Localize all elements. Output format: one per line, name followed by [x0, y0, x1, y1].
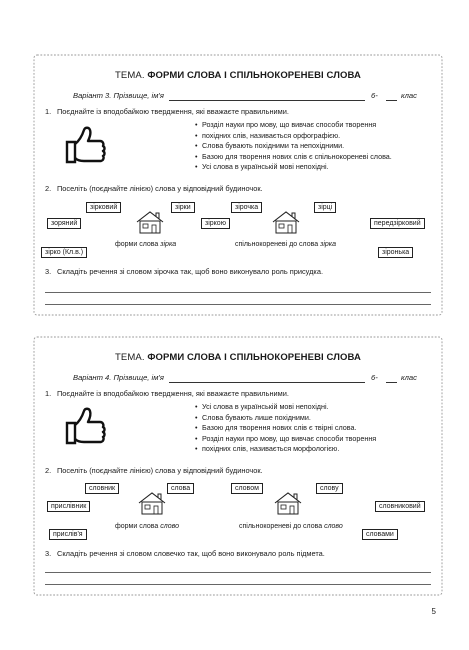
caption-word: зірка: [320, 241, 336, 248]
house-caption: [235, 241, 336, 248]
question-3: [45, 549, 325, 558]
house-icon[interactable]: [135, 210, 165, 234]
card-title: [33, 70, 443, 81]
title-prefix: ТЕМА.: [115, 70, 145, 81]
grade-field[interactable]: [386, 100, 397, 101]
question-number: 2.: [45, 466, 52, 475]
exercise-card-variant-4: [33, 336, 443, 596]
student-info-line: [45, 91, 431, 103]
question-text: Поселіть (поєднайте лінією) слова у відповідний будиночок.: [57, 466, 263, 475]
caption-text: форми слова: [115, 241, 161, 248]
question-3: [45, 267, 323, 276]
variant-label: Варіант 4. Прізвище, ім'я: [73, 373, 164, 382]
word-card[interactable]: прислів'я: [49, 529, 87, 540]
statement-item[interactable]: • Слова бувають лише похідними.: [195, 413, 435, 424]
statement-continuation: • похідних слів, називається орфографією.: [195, 131, 435, 142]
grade-prefix: 6-: [371, 373, 378, 382]
word-card[interactable]: прислівник: [47, 501, 90, 512]
house-icon[interactable]: [273, 491, 303, 515]
word-card[interactable]: зоряний: [47, 218, 81, 229]
word-card[interactable]: зірці: [314, 202, 336, 213]
word-card[interactable]: передзірковий: [370, 218, 425, 229]
word-card[interactable]: слову: [316, 483, 343, 494]
caption-text: спільнокореневі до слова: [235, 241, 321, 248]
question-text: Поєднайте із вподобайкою твердження, які вважаєте правильними.: [57, 107, 289, 116]
house-caption: [239, 523, 343, 530]
caption-text: форми слова: [115, 523, 161, 530]
word-card[interactable]: зірковий: [86, 202, 121, 213]
caption-text: спільнокореневі до слова: [239, 523, 325, 530]
word-card[interactable]: словниковий: [375, 501, 425, 512]
question-2: [45, 466, 263, 475]
answer-line[interactable]: [45, 304, 431, 305]
grade-suffix: клас: [401, 91, 417, 100]
page-number: 5: [431, 607, 436, 616]
statement-list: [195, 402, 435, 455]
answer-line[interactable]: [45, 584, 431, 585]
house-caption: [115, 241, 176, 248]
question-number: 1.: [45, 389, 52, 398]
name-field[interactable]: [169, 100, 365, 101]
question-1: [45, 389, 289, 398]
statement-item[interactable]: • Усі слова в українській мові непохідні.: [195, 402, 435, 413]
statement-item[interactable]: • Базою для творення нових слів є твірні слова.: [195, 423, 435, 434]
question-number: 3.: [45, 549, 52, 558]
statement-item[interactable]: • Слова бувають похідними та непохідними.: [195, 141, 435, 152]
statement-item[interactable]: • Розділ науки про мову, що вивчає способи творення: [195, 120, 435, 131]
word-card[interactable]: зіркою: [201, 218, 230, 229]
word-card[interactable]: зірочка: [231, 202, 262, 213]
house-caption: [115, 523, 179, 530]
question-text: Поєднайте із вподобайкою твердження, які вважаєте правильними.: [57, 389, 289, 398]
caption-word: слово: [324, 523, 343, 530]
statement-item[interactable]: • Розділ науки про мову, що вивчає способи творення: [195, 434, 435, 445]
word-card[interactable]: словник: [85, 483, 119, 494]
exercise-card-variant-3: [33, 54, 443, 316]
grade-prefix: 6-: [371, 91, 378, 100]
name-field[interactable]: [169, 382, 365, 383]
student-info-line: [45, 373, 431, 385]
question-text: Складіть речення зі словом словечко так, щоб воно виконувало роль підмета.: [57, 549, 325, 558]
statement-item[interactable]: • Усі слова в українській мові непохідні.: [195, 162, 435, 173]
statement-continuation: • похідних слів, називається морфологією.: [195, 444, 435, 455]
thumbs-up-icon: [63, 403, 107, 447]
statement-list: [195, 120, 435, 173]
thumbs-up-icon: [63, 122, 107, 166]
answer-line[interactable]: [45, 572, 431, 573]
question-text: Поселіть (поєднайте лінією) слова у відповідний будиночок.: [57, 184, 263, 193]
word-card[interactable]: слова: [167, 483, 194, 494]
house-icon[interactable]: [271, 210, 301, 234]
caption-word: слово: [160, 523, 179, 530]
question-text: Складіть речення зі словом зірочка так, щоб воно виконувало роль присудка.: [57, 267, 323, 276]
card-title: [33, 352, 443, 363]
word-card[interactable]: зірко (Кл.в.): [41, 247, 87, 258]
question-number: 2.: [45, 184, 52, 193]
question-2: [45, 184, 263, 193]
caption-word: зірка: [160, 241, 177, 248]
house-icon[interactable]: [137, 491, 167, 515]
question-1: [45, 107, 289, 116]
word-card[interactable]: зірки: [171, 202, 195, 213]
word-card[interactable]: словами: [362, 529, 398, 540]
title-main: ФОРМИ СЛОВА І СПІЛЬНОКОРЕНЕВІ СЛОВА: [147, 352, 361, 363]
word-card[interactable]: словом: [231, 483, 263, 494]
word-card[interactable]: зіронька: [378, 247, 413, 258]
grade-suffix: клас: [401, 373, 417, 382]
question-number: 1.: [45, 107, 52, 116]
title-prefix: ТЕМА.: [115, 352, 145, 363]
variant-label: Варіант 3. Прізвище, ім'я: [73, 91, 164, 100]
grade-field[interactable]: [386, 382, 397, 383]
statement-item[interactable]: • Базою для творення нових слів є спільнокореневі слова.: [195, 152, 435, 163]
title-main: ФОРМИ СЛОВА І СПІЛЬНОКОРЕНЕВІ СЛОВА: [147, 70, 361, 81]
question-number: 3.: [45, 267, 52, 276]
answer-line[interactable]: [45, 292, 431, 293]
